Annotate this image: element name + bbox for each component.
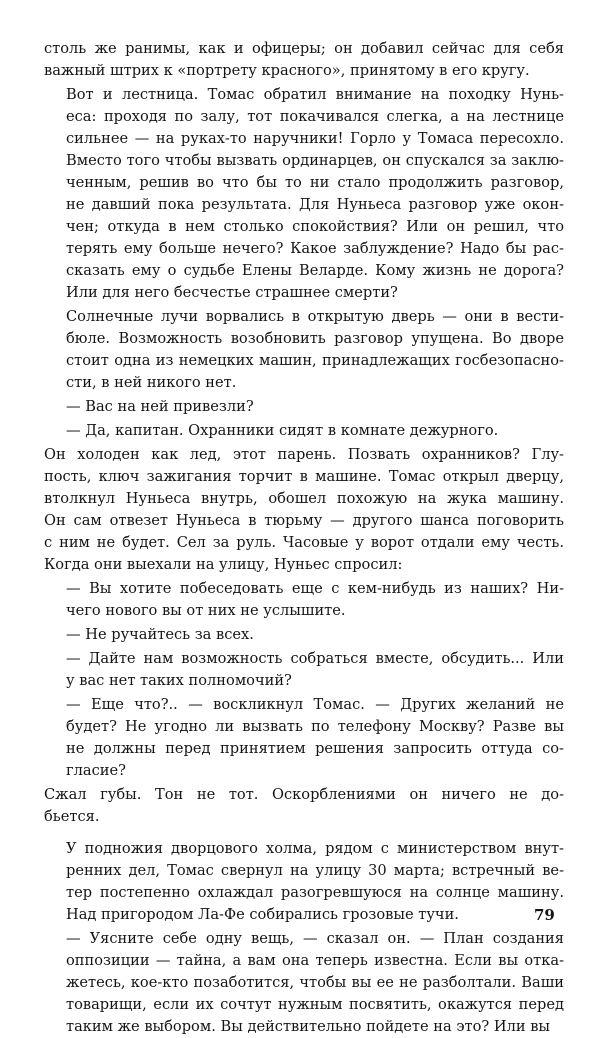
text-line: Вот и лестница. Томас обратил внимание на походку Нунь- [66,86,564,103]
paragraph [44,838,564,926]
text-line: Он сам отвезет Нуньеса в тюрьму — другого шанса поговорить [44,512,564,529]
page-number: 79 [534,906,555,924]
text-line: не должны перед принятием решения запросить оттуда со- [66,740,564,757]
text-line: ренних дел, Томас свернул на улицу 30 марта; встречный ве- [66,862,564,879]
text-line: с ним не будет. Сел за руль. Часовые у ворот отдали ему честь. [44,534,564,551]
text-line: оппозиции — тайна, а вам она теперь известна. Если вы отка- [66,952,564,969]
text-line: — Вас на ней привезли? [66,398,254,415]
text-line: бюле. Возможность возобновить разговор упущена. Во дворе [66,330,564,347]
text-line: — Да, капитан. Охранники сидят в комнате дежурного. [66,422,499,439]
text-line: тер постепенно охлаждал разогревшуюся на солнце машину. [66,884,564,901]
text-line: товарищи, если их сочтут нужным посвятить, окажутся перед [66,996,564,1013]
text-line: бьется. [44,808,100,825]
text-line: гласие? [66,762,126,779]
text-line: терять ему больше нечего? Какое заблуждение? Надо бы рас- [66,240,564,257]
text-line: таким же выбором. Вы действительно пойдете на это? Или вы [66,1018,551,1035]
text-line: — Дайте нам возможность собраться вместе, обсудить... Или [66,650,564,667]
text-line: будет? Не угодно ли вызвать по телефону Москву? Разве вы [66,718,564,735]
text-line: не давший пока результата. Для Нуньеса разговор уже окон- [66,196,564,213]
paragraph [44,784,564,828]
text-line: столь же ранимы, как и офицеры; он добавил сейчас для себя [44,40,564,57]
paragraph [44,624,564,646]
paragraph [44,928,564,1038]
text-line: ченным, решив во что бы то ни стало продолжить разговор, [66,174,564,191]
text-line: — Не ручайтесь за всех. [66,626,254,643]
paragraph [44,694,564,782]
text-line: Когда они выехали на улицу, Нуньес спросил: [44,556,403,573]
paragraph [44,578,564,622]
text-line: чен; откуда в нем столько спокойствия? Или он решил, что [66,218,564,235]
text-line: стоит одна из немецких машин, принадлежащих госбезопасно- [66,352,564,369]
text-line: — Еще что?.. — воскликнул Томас. — Других желаний не [66,696,564,713]
text-line: Он холоден как лед, этот парень. Позвать охранников? Глу- [44,446,564,463]
paragraph [44,420,564,442]
text-line: У подножия дворцового холма, рядом с министерством внут- [66,840,564,857]
text-line: сти, в ней никого нет. [66,374,237,391]
text-line: — Уясните себе одну вещь, — сказал он. — План создания [66,930,564,947]
paragraph [44,306,564,394]
text-line: — Вы хотите побеседовать еще с кем-нибудь из наших? Ни- [66,580,564,597]
text-line: пость, ключ зажигания торчит в машине. Томас открыл дверцу, [44,468,564,485]
text-line: чего нового вы от них не услышите. [66,602,346,619]
text-line: Солнечные лучи ворвались в открытую дверь — они в вести- [66,308,564,325]
text-line: у вас нет таких полномочий? [66,672,292,689]
paragraph [44,444,564,576]
paragraph [44,38,564,82]
text-line: сильнее — на руках-то наручники! Горло у Томаса пересохло. [66,130,564,147]
text-line: еса: проходя по залу, тот покачивался слегка, а на лестнице [66,108,564,125]
text-line: Над пригородом Ла-Фе собирались грозовые тучи. [66,906,459,923]
text-line: жетесь, кое-кто позаботится, чтобы вы ее не разболтали. Ваши [66,974,564,991]
text-line: важный штрих к «портрету красного», принятому в его кругу. [44,62,530,79]
text-line: Вместо того чтобы вызвать ординарцев, он спускался за заклю- [66,152,564,169]
text-line: Сжал губы. Тон не тот. Оскорблениями он ничего не до- [44,786,564,803]
paragraph [44,396,564,418]
text-line: втолкнул Нуньеса внутрь, обошел похожую на жука машину. [44,490,564,507]
page-body [44,38,564,1038]
text-line: Или для него бесчестье страшнее смерти? [66,284,398,301]
paragraph [44,648,564,692]
paragraph [44,84,564,304]
text-line: сказать ему о судьбе Елены Веларде. Кому жизнь не дорога? [66,262,564,279]
